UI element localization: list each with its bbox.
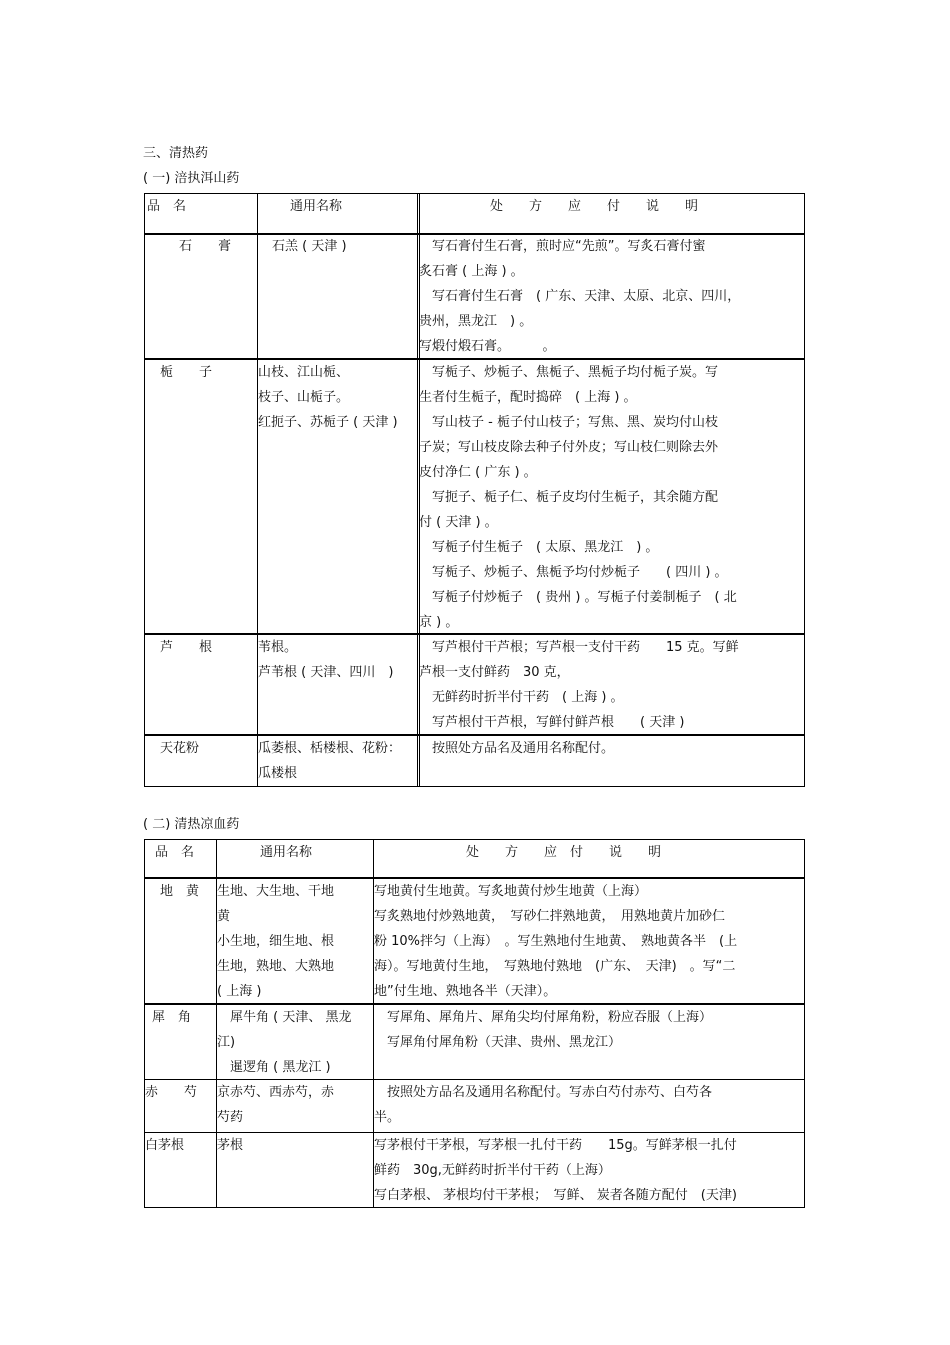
table2-row-note: 按照处方品名及通用名称配付。写赤白芍付赤芍、白芍各 半。: [374, 1085, 713, 1125]
section-title: 三、清热药: [143, 146, 209, 161]
table1-row-common: 苇根。 芦苇根 ( 天津、四川 ): [258, 640, 394, 680]
table2-row-name: 白茅根: [145, 1138, 185, 1153]
table1-row-name: 栀 子: [160, 365, 213, 380]
table2-header-name: 品 名: [155, 845, 195, 860]
table2-row-note: 写地黄付生地黄。写炙地黄付炒生地黄（上海） 写炙熟地付炒熟地黄， 写砂仁拌熟地黄， 用熟地黄片加砂仁 粉 10%拌匀（上海） 。写生熟地付生地黄、 熟地黄各半 (上 海）。写地黄付生地， 写熟地付熟地 (广东、 天津) 。写“二 地”付生地、熟地各半（天津）。: [374, 884, 738, 999]
table1-header-common: 通用名称: [290, 199, 343, 214]
table1-row-name: 石 膏: [179, 239, 232, 254]
table1-row-name: 天花粉: [160, 741, 200, 756]
table2-row-name: 赤 芍: [145, 1085, 198, 1100]
table1-header-name: 品 名: [147, 199, 187, 214]
table2-row-note: 写犀角、犀角片、犀角尖均付犀角粉，粉应吞服（上海） 写犀角付犀角粉（天津、贵州、黑龙江）: [374, 1010, 713, 1050]
table2-row-common: 茅根: [217, 1138, 244, 1153]
table1-row-note: 写石膏付生石膏，煎时应“先煎”。写炙石膏付蜜 炙石膏 ( 上海 ) 。 写石膏付生石膏 ( 广东、天津、太原、北京、四川， 贵州，黑龙江 ) 。 写煅付煅石膏。 。: [419, 239, 741, 354]
table1-caption: ( 一) 涪执洱山药: [143, 171, 240, 186]
table2-row-note: 写茅根付干茅根，写茅根一扎付干药 15g。写鲜茅根一扎付 鲜药 30g,无鲜药时折半付干药（上海） 写白茅根、 茅根均付干茅根； 写鲜、 炭者各随方配付 (天津): [374, 1138, 737, 1203]
table1-row-common: 山枝、江山栀、 枝子、山栀子。 红扼子、苏栀子 ( 天津 ): [258, 365, 398, 430]
table1-row-note: 写栀子、炒栀子、焦栀子、黑栀子均付栀子炭。写 生者付生栀子，配时捣碎 ( 上海 ) 。 写山枝子 - 栀子付山枝子；写焦、黑、炭均付山枝 子炭；写山枝皮除去种子付外皮；写山枝仁则除去外 皮付净仁 ( 广东 ) 。 写扼子、栀子仁、栀子皮均付生栀子，其余随方配 付 ( 天津 ) 。 写栀子付生栀子 ( 太原、黑龙江 ) 。 写栀子、炒栀子、焦栀予均付炒栀子 ( 四川 ) 。 写栀子付炒栀子 ( 贵州 ) 。写栀子付姜制栀子 ( 北 京 ) 。: [419, 365, 737, 630]
table2-row-common: 生地、大生地、干地 黄 小生地，细生地、根 生地，熟地、大熟地 ( 上海 ): [217, 884, 335, 999]
table1-header-note: 处 方 应 付 说 明: [490, 199, 699, 214]
table2-header-note: 处 方 应 付 说 明: [466, 845, 662, 860]
table1-row-note: 写芦根付干芦根；写芦根一支付干药 15 克。写鲜 芦根一支付鲜药 30 克， 无鲜药时折半付干药 ( 上海 ) 。 写芦根付干芦根，写鲜付鲜芦根 ( 天津 ): [419, 640, 739, 730]
table1-row-note: 按照处方品名及通用名称配付。: [419, 741, 615, 756]
table2-header-common: 通用名称: [260, 845, 313, 860]
table2-caption: ( 二) 清热凉血药: [143, 817, 240, 832]
table2-row-name: 地 黄: [160, 884, 200, 899]
table2-row-common: 京赤芍、西赤芍，赤 芍药: [217, 1085, 335, 1125]
table1-row-common: 石羔 ( 天津 ): [272, 239, 347, 254]
table2-row-name: 犀 角: [152, 1010, 192, 1025]
table2-row-common: 犀牛角 ( 天津、 黑龙 江) 暹逻角 ( 黑龙江 ): [217, 1010, 352, 1075]
table1-row-name: 芦 根: [160, 640, 213, 655]
table1-row-common: 瓜萎根、栝楼根、花粉： 瓜楼根: [258, 741, 402, 781]
